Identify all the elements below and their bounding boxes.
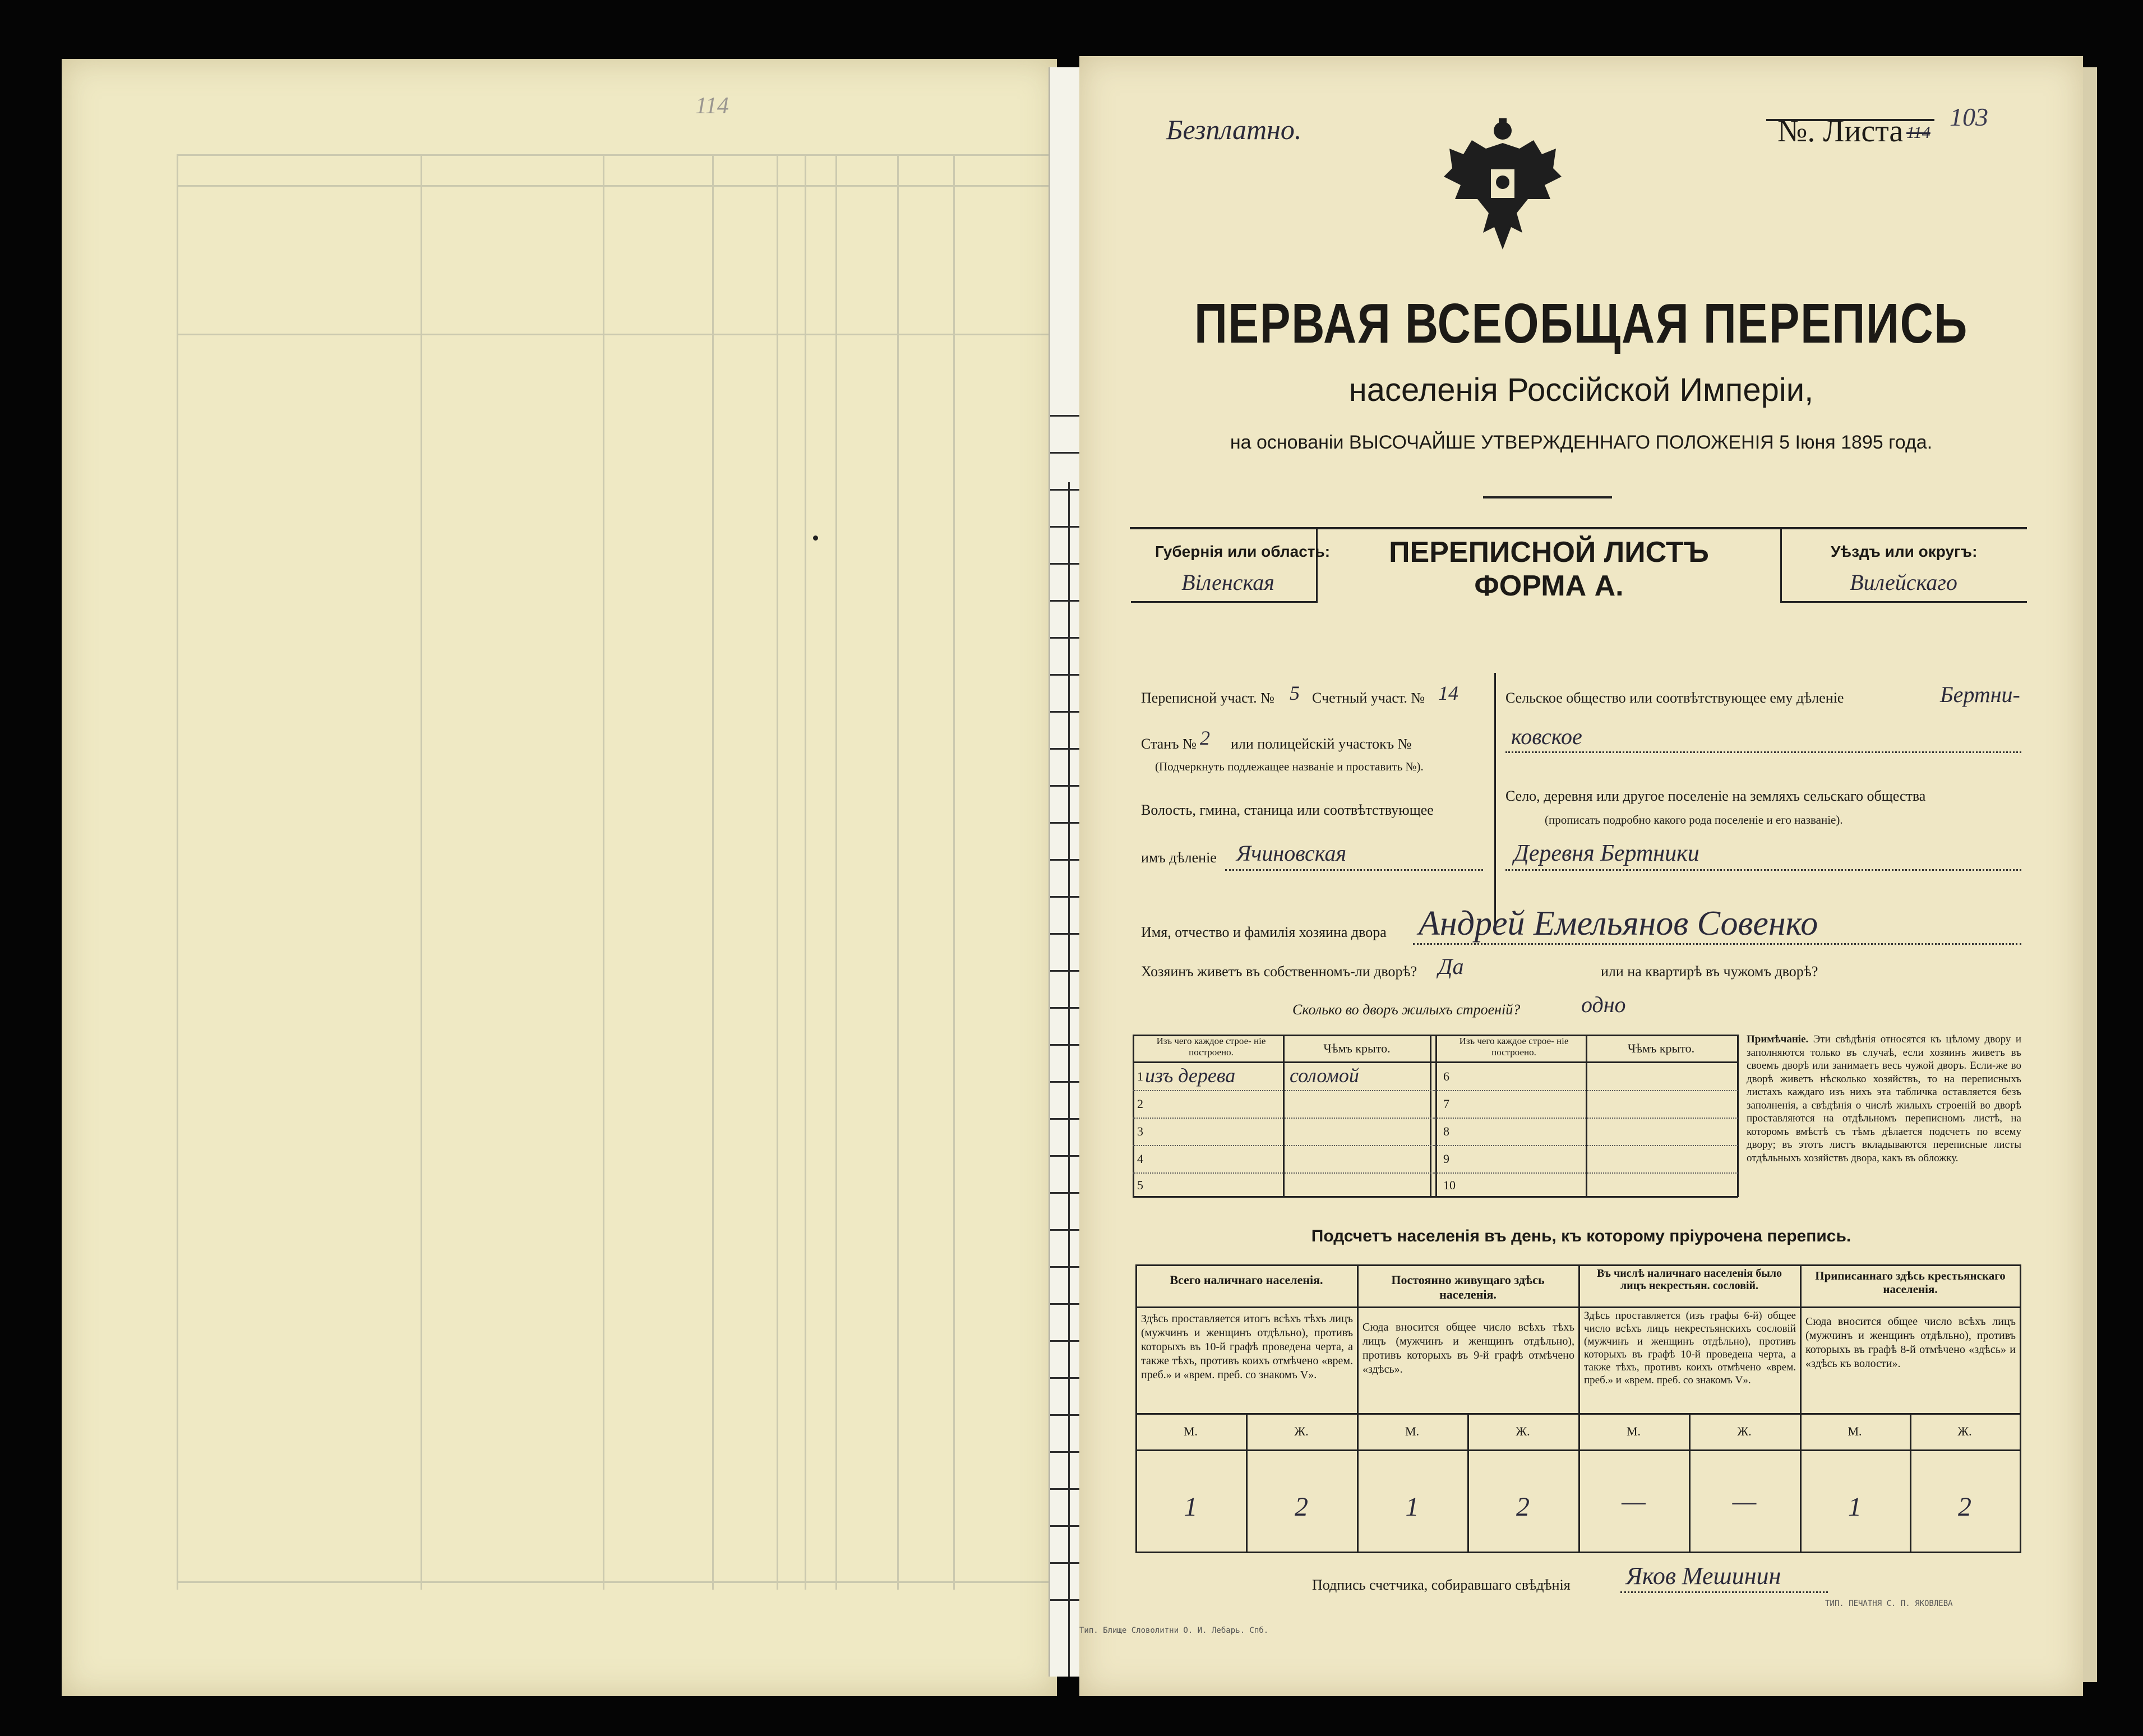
count-col-3-f-value: — xyxy=(1732,1486,1757,1516)
form-subtitle: населенія Россійской Имперіи, xyxy=(1348,372,1814,408)
police-label: или полицейскій участокъ № xyxy=(1231,736,1412,752)
table-row: 2 xyxy=(1133,1091,1435,1119)
buildings-rows-left xyxy=(1133,1064,1435,1196)
count-col-1-m-label: М. xyxy=(1183,1424,1198,1438)
form-basis-line: на основаніи ВЫСОЧАЙШЕ УТВЕРЖДЕННАГО ПОЛОЖЕНІЯ 5 Іюня 1895 года. xyxy=(1230,432,1933,453)
volost-label: Волость, гмина, станица или соотвѣтствующее xyxy=(1141,802,1434,818)
count-col-2-m-value: 1 xyxy=(1405,1492,1419,1522)
buildings-col-roof: Чѣмъ крыто. xyxy=(1323,1041,1391,1055)
printer-mark-right: ТИП. ПЕЧАТНЯ С. П. ЯКОВЛЕВА xyxy=(1825,1599,1953,1608)
province-value: Віленская xyxy=(1181,570,1274,595)
count-col-1-header: Всего наличнаго населенія. xyxy=(1170,1273,1323,1287)
table-row: 8 xyxy=(1435,1119,1738,1146)
own-yard-value: Да xyxy=(1438,954,1464,979)
table-row: 9 xyxy=(1435,1146,1738,1174)
uezd-label: Уѣздъ или округъ: xyxy=(1831,543,1978,560)
buildings-col-material-2: Изъ чего каждое строе- ніе построено. xyxy=(1459,1036,1569,1058)
sheet-number-old: 114 xyxy=(1906,123,1930,142)
village-label: Село, деревня или другое поселеніе на земляхъ сельскаго общества xyxy=(1505,788,1926,804)
stan-note: (Подчеркнуть подлежащее названіе и проставить №). xyxy=(1155,760,1424,773)
buildings-label: Сколько во дворъ жилыхъ строеній? xyxy=(1292,1001,1521,1018)
sheet-number-label: №. Листа xyxy=(1777,114,1904,149)
table-row: 10 xyxy=(1443,1178,1456,1192)
volost-label-2: имъ дѣленіе xyxy=(1141,849,1217,866)
form-a-label: ФОРМА А. xyxy=(1474,570,1624,602)
population-count-table xyxy=(1135,1264,2021,1553)
left-page xyxy=(62,59,1057,1696)
province-label: Губернія или область: xyxy=(1155,543,1331,560)
count-col-1-f-value: 2 xyxy=(1295,1492,1308,1522)
buildings-rows-right xyxy=(1435,1064,1738,1196)
count-col-2-f-value: 2 xyxy=(1516,1492,1530,1522)
buildings-table xyxy=(1133,1035,1738,1197)
count-col-1-desc: Здѣсь проставляется итогъ всѣхъ тѣхъ лицъ (мужчинъ и женщинъ отдѣльно), противъ которыхъ въ 10-й графѣ проведена черта, а также тѣхъ, противъ коихъ отмѣчено «врем. преб.» и «врем. преб. со знакомъ V». xyxy=(1141,1313,1353,1381)
village-note: (прописать подробно какого рода поселеніе и его названіе). xyxy=(1545,813,1843,827)
volost-value: Ячиновская xyxy=(1236,841,1347,866)
count-col-4-desc: Сюда вносится общее число всѣхъ лицъ (мужчинъ и женщинъ отдѣльно), противъ которыхъ въ графѣ 8-й отмѣчено «здѣсь» и «здѣсь къ волости». xyxy=(1805,1315,2016,1370)
double-headed-eagle-emblem xyxy=(1438,115,1567,255)
table-row: 1 изъ дерева соломой xyxy=(1133,1064,1435,1091)
strip-vertical-line xyxy=(1068,482,1070,1677)
census-sheet-title: ПЕРЕПИСНОЙ ЛИСТЪ xyxy=(1389,536,1709,569)
box-top-line xyxy=(1130,527,2027,529)
buildings-col-roof-2: Чѣмъ крыто. xyxy=(1627,1041,1695,1055)
sheet-number-new: 103 xyxy=(1950,103,1988,131)
count-col-2-desc: Сюда вносится общее число всѣхъ тѣхъ лицъ (мужчинъ и женщинъ отдѣльно), противъ которыхъ въ 9-й графѣ отмѣчено «здѣсь». xyxy=(1363,1321,1574,1375)
note-block xyxy=(1747,1033,2021,1165)
other-yard-label: или на квартирѣ въ чужомъ дворѣ? xyxy=(1601,963,1818,980)
count-col-4-f-label: Ж. xyxy=(1957,1424,1972,1438)
society-label: Сельское общество или соотвѣтствующее ему дѣленіе xyxy=(1505,690,1844,706)
form-main-title: ПЕРВАЯ ВСЕОБЩАЯ ПЕРЕПИСЬ xyxy=(1194,292,1969,355)
counting-district-value: 14 xyxy=(1438,682,1458,704)
count-col-4-m-value: 1 xyxy=(1848,1492,1862,1522)
count-title: Подсчетъ населенія въ день, къ которому пріурочена перепись. xyxy=(1311,1227,1851,1245)
count-col-4-f-value: 2 xyxy=(1958,1492,1971,1522)
table-row: 6 xyxy=(1435,1064,1738,1091)
count-col-2-f-label: Ж. xyxy=(1516,1424,1530,1438)
count-col-1-f-label: Ж. xyxy=(1294,1424,1309,1438)
count-col-3-m-value: — xyxy=(1622,1486,1646,1516)
society-value-1: Бертни- xyxy=(1940,682,2020,707)
owner-value: Андрей Емельянов Совенко xyxy=(1419,904,1818,943)
count-col-3-desc: Здѣсь проставляется (изъ графы 6-й) общее число всѣхъ лицъ некрестьянскихъ сословій (мужчинъ и женщинъ отдѣльно), противъ которыхъ въ графѣ 10-й проведена черта, а также тѣхъ, противъ коихъ отмѣчено «врем. преб.» и «врем. преб. со знакомъ V». xyxy=(1584,1310,1796,1386)
signature-label: Подпись счетчика, собиравшаго свѣдѣнія xyxy=(1312,1577,1571,1593)
note-title: Примѣчаніе. xyxy=(1747,1033,1809,1045)
count-col-2-m-label: М. xyxy=(1405,1424,1420,1438)
own-yard-label: Хозяинъ живетъ въ собственномъ-ли дворѣ? xyxy=(1141,963,1417,980)
pencil-note: 114 xyxy=(695,93,729,119)
census-district-value: 5 xyxy=(1290,682,1300,704)
owner-label: Имя, отчество и фамилія хозяина двора xyxy=(1141,924,1387,940)
table-row: 7 xyxy=(1435,1091,1738,1119)
stan-label: Станъ № xyxy=(1141,736,1197,752)
table-row: 4 xyxy=(1133,1146,1435,1174)
ornament-divider xyxy=(1483,496,1612,498)
village-value: Деревня Бертники xyxy=(1514,841,1699,866)
counting-district-label: Счетный участ. № xyxy=(1312,690,1425,706)
count-col-2-header: Постоянно живущаго здѣсь населенія. xyxy=(1391,1273,1545,1301)
free-label: Безплатно. xyxy=(1166,114,1302,145)
uezd-value: Вилейскаго xyxy=(1850,570,1957,595)
census-district-label: Переписной участ. № xyxy=(1141,690,1274,706)
society-value-2: ковское xyxy=(1511,724,1582,749)
signature-value: Яков Мешинин xyxy=(1626,1562,1781,1590)
count-col-3-header: Въ числѣ наличнаго населенія было лицъ некрестьян. сословій. xyxy=(1596,1267,1782,1292)
count-col-3-m-label: М. xyxy=(1626,1424,1641,1438)
printer-mark-left: Тип. Блище Словолитни О. И. Лебарь. Спб. xyxy=(1079,1626,1269,1635)
bleed-through-grid xyxy=(177,154,1051,1590)
table-row: 3 xyxy=(1133,1119,1435,1146)
buildings-value: одно xyxy=(1581,992,1626,1017)
table-row: 5 xyxy=(1137,1178,1143,1192)
count-col-3-f-label: Ж. xyxy=(1737,1424,1752,1438)
note-text: Эти свѣдѣнія относятся къ цѣлому двору и заполняются только въ случаѣ, если хозяинъ живетъ въ своемъ дворѣ или занимаетъ весь чужой дворъ. Если-же во дворѣ живетъ нѣсколько хозяйствъ, то на переписныхъ листахъ каждаго изъ нихъ эта табличка оставляется безъ заполненія, а свѣдѣнія о числѣ жилыхъ строеній во дворѣ проставляются на отдѣльномъ переписномъ листѣ, на которомъ вмѣстѣ съ тѣмъ дѣлается подсчетъ по всему двору; въ этотъ листъ вкладываются переписные листы отдѣльныхъ хозяйствъ двора, какъ въ обложку. xyxy=(1747,1033,2022,1164)
count-col-4-m-label: М. xyxy=(1848,1424,1862,1438)
buildings-col-material: Изъ чего каждое строе- ніе построено. xyxy=(1156,1036,1266,1058)
stan-value: 2 xyxy=(1200,727,1210,749)
count-col-4-header: Приписаннаго здѣсь крестьянскаго населенія. xyxy=(1815,1269,2006,1296)
census-form-page xyxy=(1079,56,2083,1696)
ink-dot xyxy=(813,535,818,541)
count-col-1-m-value: 1 xyxy=(1184,1492,1198,1522)
